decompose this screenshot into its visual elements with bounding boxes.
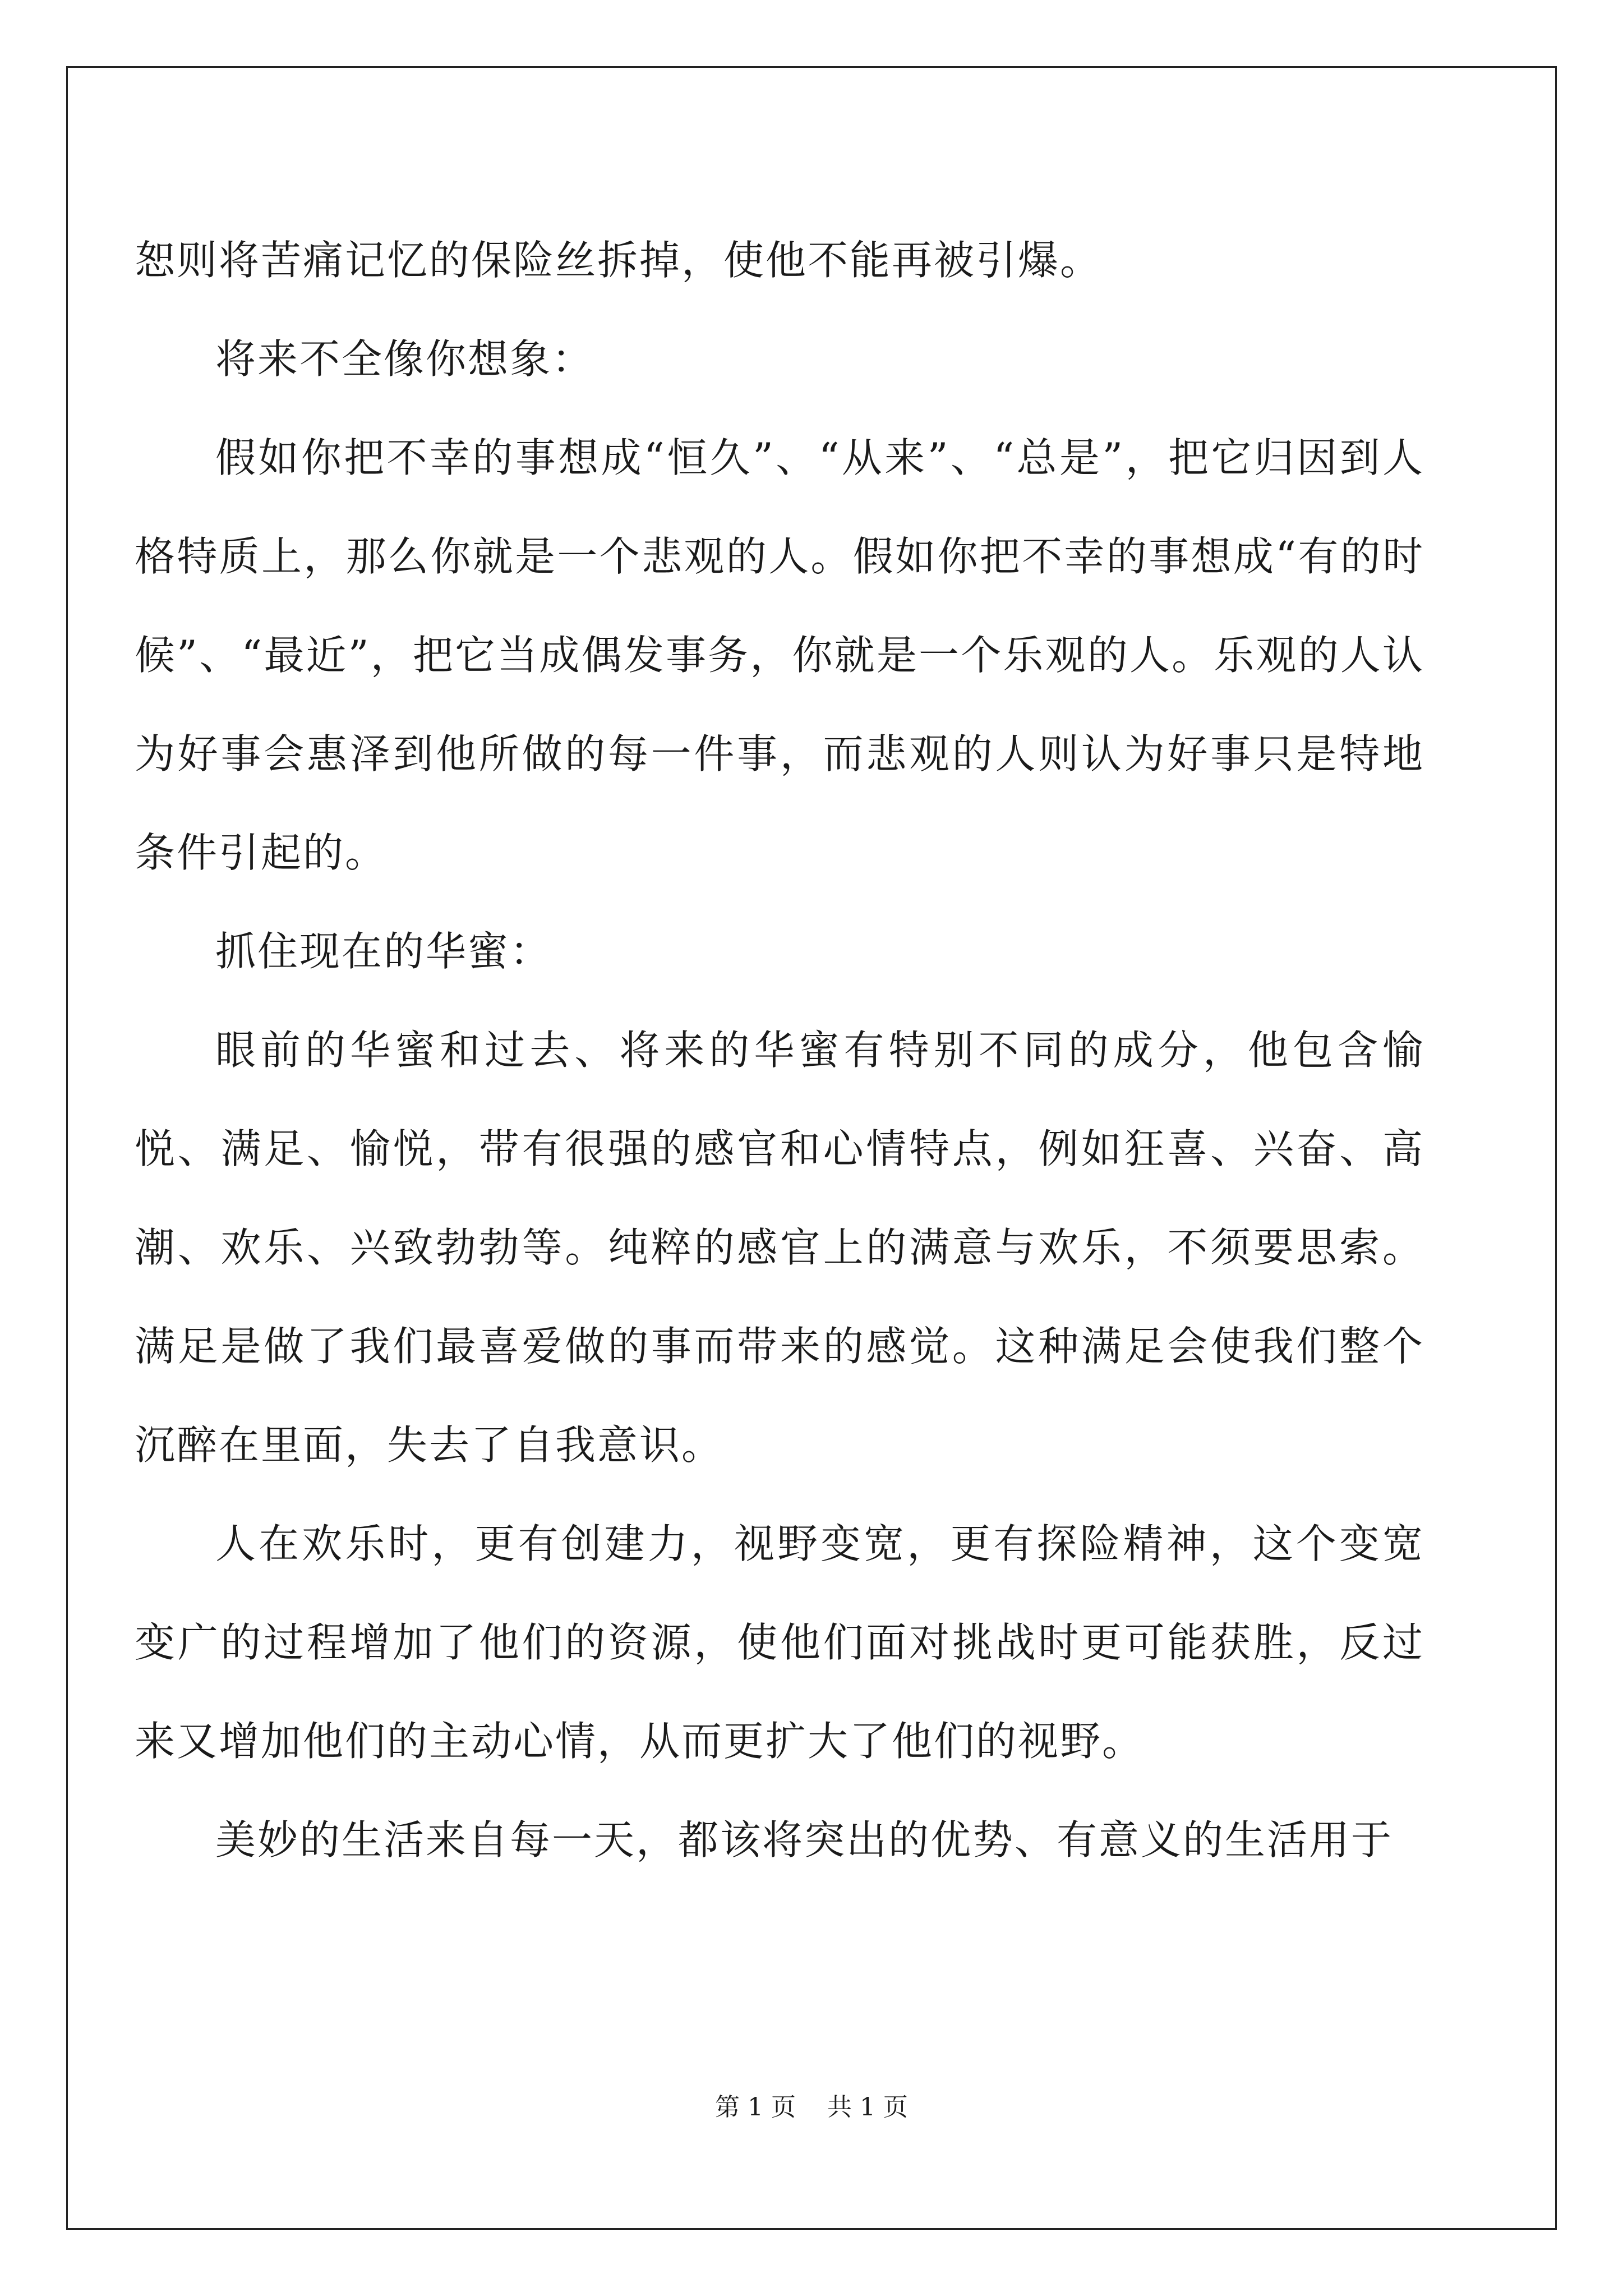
paragraph-4: 抓住现在的华蜜： (215, 928, 552, 975)
paragraph-2: 将来不全像你想象： (215, 335, 594, 383)
paragraph-5: 眼前的华蜜和过去、将来的华蜜有特别不同的成分，他包含愉悦、满足、愉悦，带有很强的感官和心情特点，例如狂喜、兴奋、高潮、欢乐、兴致勃勃等。纯粹的感官上的满意与欢乐，不须要思索。满足是做了我们最喜爱做的事而带来的感觉。这种满足会使我们整个沉醉在里面，失去了自我意识。 (135, 1027, 1424, 1469)
page-number-footer: 第 1 页 共 1 页 (715, 2093, 908, 2122)
paragraph-7: 美妙的生活来自每一天，都该将突出的优势、有意义的生活用于 (215, 1816, 1394, 1864)
paragraph-6: 人在欢乐时，更有创建力，视野变宽，更有探险精神，这个变宽变广的过程增加了他们的资源，使他们面对挑战时更可能获胜，反过来又增加他们的主动心情，从而更扩大了他们的视野。 (135, 1520, 1424, 1765)
paragraph-3: 假如你把不幸的事想成“恒久”、“从来”、“总是”，把它归因到人格特质上，那么你就是一个悲观的人。假如你把不幸的事想成“有的时候”、“最近”，把它当成偶发事务，你就是一个乐观的人。乐观的人认为好事会惠泽到他所做的每一件事，而悲观的人则认为好事只是特地条件引起的。 (135, 434, 1424, 876)
paragraph-1: 恕则将苦痛记忆的保险丝拆掉，使他不能再被引爆。 (135, 237, 1103, 284)
document-body (135, 211, 1424, 1889)
